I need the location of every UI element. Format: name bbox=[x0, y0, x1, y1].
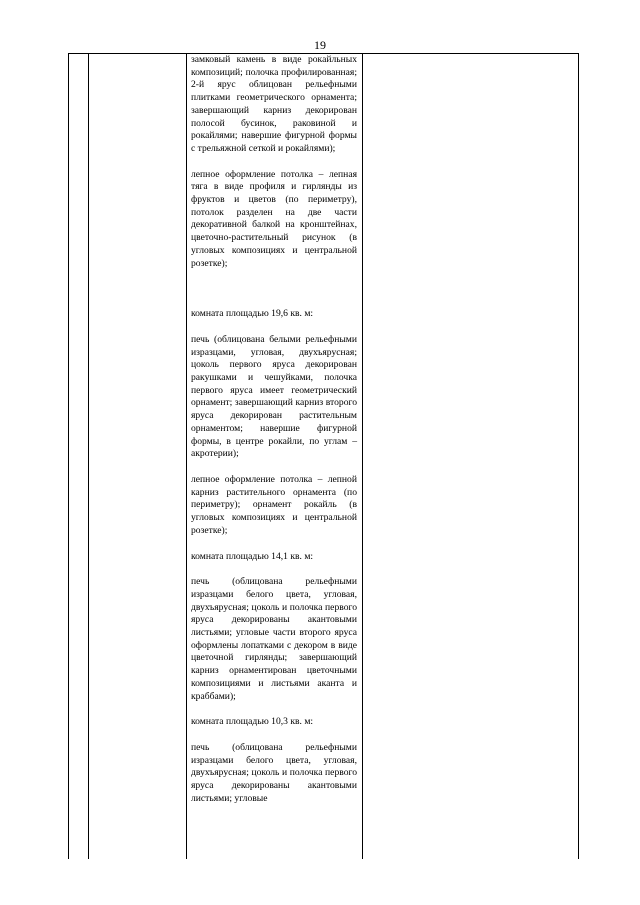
description-column bbox=[191, 54, 357, 817]
paragraph-stove-2: печь (облицована белыми рельефными изразцами, угловая, двухъярусная; цоколь первого яруса декорирован ракушками и чешуйками, полочка первого яруса имеет геометрический орнамент; завершающий карниз второго яруса декорирован растительным орнаментом; навершие фигурной формы, в центре рокайли, по углам – акротерии); bbox=[191, 333, 357, 460]
paragraph-stove-4: печь (облицована рельефными изразцами белого цвета, угловая, двухъярусная; цоколь и полочка первого яруса декорированы акантовыми листьями; угловые bbox=[191, 741, 357, 804]
table-column-divider-3 bbox=[362, 53, 363, 859]
table-border-right bbox=[578, 53, 579, 859]
paragraph-stove-continued: замковый камень в виде рокайльных композиций; полочка профилированная; 2-й ярус облицован рельефными плитками геометрического орнамента; завершающий карниз декорирован полосой бусинок, раковиной и рокайлями; навершие фигурной формы с трельяжной сеткой и рокайлями); bbox=[191, 54, 357, 154]
page-number: 19 bbox=[314, 38, 326, 52]
document-table bbox=[68, 53, 579, 859]
table-column-divider-2 bbox=[186, 53, 187, 859]
paragraph-stove-3: печь (облицована рельефными изразцами белого цвета, угловая, двухъярусная; цоколь и полочка первого яруса декорированы акантовыми листьями; угловые части второго яруса оформлены лопатками с декором в виде цветочной гирлянды; завершающий карниз орнаментирован цветочными композициями и листьями аканта и краббами); bbox=[191, 576, 357, 702]
paragraph-room-14-1: комната площадью 14,1 кв. м: bbox=[191, 550, 314, 562]
paragraph-room-10-3: комната площадью 10,3 кв. м: bbox=[191, 716, 314, 728]
paragraph-ceiling-1: лепное оформление потолка – лепная тяга в виде профиля и гирлянды из фруктов и цветов (по периметру), потолок разделен на две части декоративной балкой на кронштейнах, цветочно-растительный рисунок (в угловых композициях и центральной розетке); bbox=[191, 168, 357, 269]
table-column-divider-1 bbox=[88, 53, 89, 859]
paragraph-room-19-6: комната площадью 19,6 кв. м: bbox=[191, 308, 314, 320]
paragraph-ceiling-2: лепное оформление потолка – лепной карниз растительного орнамента (по периметру); орнамент рокайль (в угловых композициях и центральной розетке); bbox=[191, 473, 357, 536]
table-border-left bbox=[68, 53, 69, 859]
